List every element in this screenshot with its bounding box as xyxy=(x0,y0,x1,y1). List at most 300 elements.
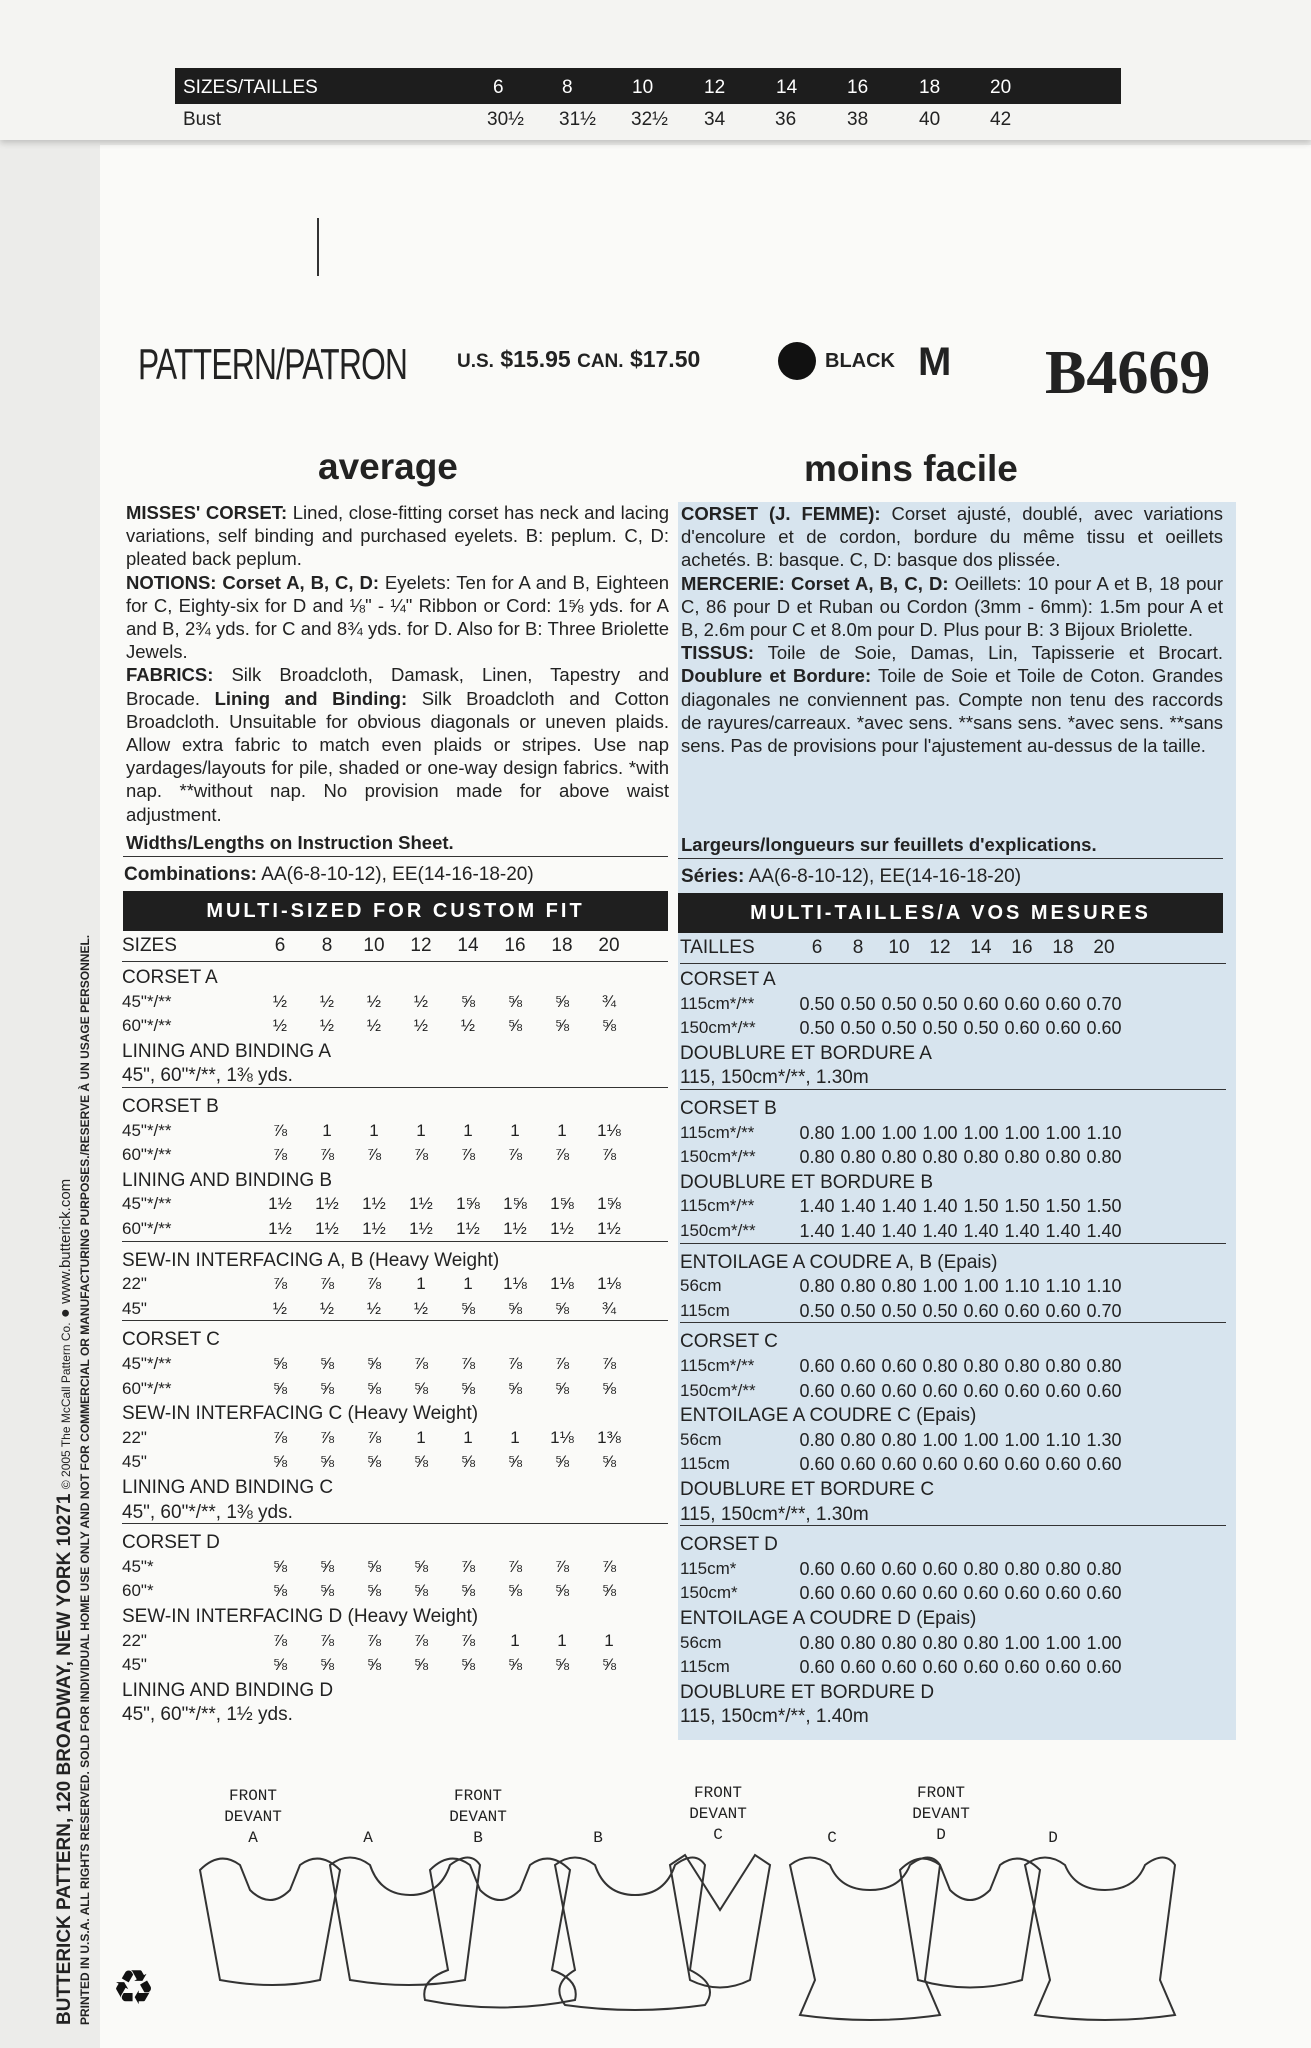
cell-value: 0.50 xyxy=(881,993,917,1014)
cell-value: 0.80 xyxy=(1086,1356,1122,1376)
text: Corset ajusté, doublé, avec variations d'encolure et de cordon, bordure du même tissu et oeillets achetés. B: basque. C, D: basque dos plissée. xyxy=(681,503,1223,571)
size-chart-header xyxy=(175,68,1121,104)
front: FRONT xyxy=(453,1787,502,1805)
cell-value: ½ xyxy=(413,1298,429,1318)
value: AA(6-8-10-12), EE(14-16-18-20) xyxy=(744,866,1022,887)
cell-value: ⅝ xyxy=(319,1452,335,1472)
cell-value: ⅝ xyxy=(272,1452,288,1472)
row-label: LINING AND BINDING C xyxy=(122,1477,334,1498)
row-label: CORSET C xyxy=(122,1329,220,1351)
cell-value: 0.50 xyxy=(799,993,835,1014)
cell-value: 0.60 xyxy=(1086,1583,1122,1604)
sizes-label: SIZES xyxy=(122,935,177,956)
website: www.butterick.com xyxy=(57,1178,74,1304)
cell-value: 1 xyxy=(463,1427,473,1447)
view-c-front-label xyxy=(663,1783,773,1846)
cell-value: 0.80 xyxy=(799,1429,835,1450)
cell-value: ⅝ xyxy=(460,1298,476,1318)
cell-value: ⅞ xyxy=(460,1145,476,1165)
cell-value: 0.60 xyxy=(840,1583,876,1604)
devant: DEVANT xyxy=(224,1808,282,1826)
cell-value: 0.50 xyxy=(881,1300,917,1321)
cell-value: 1½ xyxy=(503,1219,527,1238)
cell-value: 1.40 xyxy=(799,1196,835,1217)
heading: TISSUS: xyxy=(681,642,754,664)
cell-value: 0.80 xyxy=(963,1558,999,1579)
size-code: M xyxy=(918,340,952,384)
cell-value: ⅝ xyxy=(507,1655,523,1675)
front: FRONT xyxy=(228,1787,277,1805)
text: Toile de Soie et Toile de Coton. Grandes diagonales ne conviennent pas. Compte non tenu des raccords de rayures/carreaux. *avec sens. **sans sens. *avec sens. **sans sens. Pas de provisions pour l'ajustement au-dessus de la taille. xyxy=(681,665,1224,757)
cell-value: ½ xyxy=(272,1298,288,1318)
cell-value: 1.00 xyxy=(963,1429,999,1450)
cell-value: ½ xyxy=(366,991,382,1011)
cell-value: 0.80 xyxy=(840,1147,876,1168)
row-label: LINING AND BINDING B xyxy=(122,1169,333,1191)
cell-value: 0.60 xyxy=(799,1380,835,1401)
cell-value: 0.60 xyxy=(1004,1657,1040,1678)
cell-value: ⅝ xyxy=(366,1354,382,1373)
cell-value: 0.60 xyxy=(1045,1454,1081,1475)
cell-value: 1½ xyxy=(362,1194,386,1214)
cell-value: ⅞ xyxy=(460,1354,476,1373)
cell-value: ⅞ xyxy=(460,1556,476,1576)
cell-value: 0.50 xyxy=(840,1018,876,1039)
cell-value: 0.80 xyxy=(963,1147,999,1168)
heading: FABRICS: xyxy=(126,664,214,686)
cell-value: ⅝ xyxy=(460,991,476,1011)
label: Séries: xyxy=(681,866,745,887)
cell-value: ⅞ xyxy=(601,1145,617,1165)
cell-value: ⅝ xyxy=(413,1452,429,1472)
bust-value: 31½ xyxy=(559,109,596,130)
cell-value: 1.00 xyxy=(1045,1122,1081,1143)
address: BUTTERICK PATTERN, 120 BROADWAY, NEW YORK 10271 xyxy=(54,1493,75,2025)
cell-value: ⅝ xyxy=(413,1655,429,1675)
cell-value: 1.00 xyxy=(963,1276,999,1297)
divider xyxy=(680,963,1226,964)
size-col-18: 18 xyxy=(1052,937,1074,958)
cell-value: 0.60 xyxy=(963,1454,999,1475)
cell-value: 1.00 xyxy=(922,1276,958,1297)
row-label: 45" xyxy=(122,1655,147,1675)
cell-value: 1½ xyxy=(268,1194,292,1214)
cell-value: 1.40 xyxy=(881,1221,917,1241)
size-col-8: 8 xyxy=(321,935,333,956)
cell-value: 0.60 xyxy=(881,1356,917,1376)
size-10: 10 xyxy=(632,77,654,98)
view-d-front xyxy=(900,1859,1040,1988)
multi-tailles-bar: MULTI-TAILLES/A VOS MESURES xyxy=(678,893,1223,933)
cell-value: 0.70 xyxy=(1086,1300,1122,1321)
cell-value: 0.50 xyxy=(922,1300,958,1321)
cell-value: 1½ xyxy=(409,1219,433,1238)
row-label: 45" xyxy=(122,1298,147,1318)
cell-value: 1.40 xyxy=(840,1221,876,1241)
cell-value: 0.50 xyxy=(963,1018,999,1039)
cell-value: 0.60 xyxy=(1004,1583,1040,1604)
divider xyxy=(122,961,668,962)
cell-value: ⅞ xyxy=(507,1556,523,1576)
cell-value: ½ xyxy=(319,991,335,1011)
cell-value: 1.50 xyxy=(1086,1196,1122,1217)
multi-sized-bar: MULTI-SIZED FOR CUSTOM FIT xyxy=(123,891,668,931)
description-fr xyxy=(681,502,1223,757)
text: Silk Broadcloth and Cotton Broadcloth. Unsuitable for obvious diagonals or uneven plaids. Allow extra fabric to match even plaids or stripes. Use nap yardages/layouts for pile, shaded or one-way design fabrics. *with nap. **without nap. No provision made for above waist adjustment. xyxy=(126,687,670,825)
cell-value: 0.80 xyxy=(963,1356,999,1376)
row-label: DOUBLURE ET BORDURE B xyxy=(680,1171,934,1193)
cell-value: ⅝ xyxy=(272,1556,288,1576)
cell-value: ⅞ xyxy=(366,1274,382,1294)
cell-value: 1.40 xyxy=(1086,1221,1122,1241)
row-label: 115cm* xyxy=(680,1558,737,1578)
front: FRONT xyxy=(693,1784,742,1802)
cell-value: 1 xyxy=(416,1120,426,1140)
cell-value: 0.60 xyxy=(1086,1018,1122,1039)
cell-value: ¾ xyxy=(601,1298,617,1318)
cell-value: 0.60 xyxy=(840,1380,876,1401)
row-label: CORSET B xyxy=(122,1096,219,1117)
row-label: 45"*/** xyxy=(122,1354,172,1373)
cell-value: 0.80 xyxy=(881,1632,917,1653)
bust-value: 32½ xyxy=(631,109,668,130)
row-label: 56cm xyxy=(680,1276,722,1296)
row-label: 115cm*/** xyxy=(680,1122,755,1142)
row-label: 45", 60"*/**, 1⅜ yds. xyxy=(122,1065,293,1087)
size-col-18: 18 xyxy=(551,935,573,956)
text: Oeillets: 10 pour A et B, 18 pour C, 86 pour D et Ruban ou Cordon (3mm - 6mm): 1.5m pour A et B, 2.6m pour C et 8.0m pour D. Plus pour B: 3 Bijoux Briolette. xyxy=(681,572,1223,641)
cell-value: 1⅝ xyxy=(456,1194,480,1214)
cell-value: 1 xyxy=(510,1427,520,1447)
view-a-front xyxy=(200,1859,340,1985)
view-c-back-label: C xyxy=(827,1829,837,1847)
cell-value: 0.80 xyxy=(922,1356,958,1376)
cell-value: 1.00 xyxy=(1086,1632,1122,1653)
text: Eyelets: Ten for A and B, Eighteen for C, Eighty-six for D and ⅛" - ¼" Ribbon or Cord: 1⅝ yds. for A and B, 2¾ yds. for C and 8¾ yds. for D. Also for B: Three Briolette Jewels. xyxy=(126,571,669,663)
view-letter: A xyxy=(248,1829,258,1847)
divider xyxy=(123,856,668,857)
cell-value: 0.80 xyxy=(922,1632,958,1653)
cell-value: 1.00 xyxy=(881,1122,917,1143)
cell-value: 0.60 xyxy=(840,1454,876,1475)
cell-value: ⅞ xyxy=(272,1120,288,1140)
row-label: 115cm xyxy=(680,1454,730,1474)
pen-mark xyxy=(317,218,319,276)
cell-value: ⅝ xyxy=(554,1452,570,1472)
sizes-header-label: SIZES/TAILLES xyxy=(183,77,318,98)
cell-value: 0.80 xyxy=(1086,1558,1122,1579)
view-b-back-label: B xyxy=(593,1829,603,1847)
cell-value: ⅝ xyxy=(601,1655,617,1675)
row-label: 60"* xyxy=(122,1581,154,1601)
size-col-6: 6 xyxy=(274,935,286,956)
us-label: U.S. xyxy=(457,351,494,372)
cell-value: ½ xyxy=(272,1016,288,1036)
cell-value: 1⅛ xyxy=(503,1274,527,1294)
row-label: 45", 60"*/**, 1½ yds. xyxy=(122,1704,293,1726)
cell-value: 1 xyxy=(463,1120,473,1140)
cell-value: 1.40 xyxy=(1004,1221,1040,1241)
cell-value: 0.60 xyxy=(799,1657,835,1678)
cell-value: 1½ xyxy=(315,1219,339,1238)
size-col-16: 16 xyxy=(504,935,526,956)
cell-value: 1.40 xyxy=(922,1196,958,1217)
cell-value: ⅞ xyxy=(319,1274,335,1294)
row-label: 22" xyxy=(122,1427,147,1447)
can-price: $17.50 xyxy=(629,346,701,372)
cell-value: ½ xyxy=(460,1016,476,1036)
cell-value: 0.80 xyxy=(963,1632,999,1653)
cell-value: ⅞ xyxy=(272,1630,288,1650)
row-label: 45" xyxy=(122,1452,147,1472)
text: Lined, close-fitting corset has neck and lacing variations, self binding and purchased eyelets. B: peplum. C, D: pleated back peplum. xyxy=(126,502,669,570)
row-label: CORSET A xyxy=(680,969,776,990)
cell-value: ⅝ xyxy=(507,991,523,1011)
heading: CORSET (J. FEMME): xyxy=(681,503,881,524)
row-label: 45"* xyxy=(122,1556,154,1576)
row-label: 45"*/** xyxy=(122,1120,172,1140)
description-en xyxy=(126,501,669,826)
cell-value: ⅞ xyxy=(507,1354,523,1373)
cell-value: ⅝ xyxy=(319,1655,335,1675)
cell-value: 0.50 xyxy=(799,1300,835,1321)
cell-value: ⅞ xyxy=(554,1556,570,1576)
cell-value: ⅞ xyxy=(507,1145,523,1165)
cell-value: ⅝ xyxy=(554,991,570,1011)
size-col-8: 8 xyxy=(852,937,864,958)
view-d-back xyxy=(1025,1858,1175,2021)
cell-value: 0.50 xyxy=(840,993,876,1014)
row-label: 115cm xyxy=(680,1657,730,1677)
cell-value: 0.60 xyxy=(922,1558,958,1579)
label: Combinations: xyxy=(124,864,257,885)
row-label: CORSET C xyxy=(680,1331,778,1353)
cell-value: 1.00 xyxy=(1004,1632,1040,1653)
row-label: 115, 150cm*/**, 1.30m xyxy=(680,1067,869,1089)
cell-value: 0.60 xyxy=(799,1454,835,1475)
cell-value: 0.60 xyxy=(840,1558,876,1579)
cell-value: 1.40 xyxy=(881,1196,917,1217)
size-col-6: 6 xyxy=(811,937,823,958)
cell-value: ⅝ xyxy=(460,1581,476,1601)
cell-value: 0.80 xyxy=(1086,1147,1122,1168)
cell-value: ⅝ xyxy=(554,1378,570,1398)
cell-value: ⅝ xyxy=(601,1452,617,1472)
cell-value: 0.60 xyxy=(922,1380,958,1401)
cell-value: ⅝ xyxy=(272,1354,288,1373)
cell-value: 0.60 xyxy=(1004,1454,1040,1475)
cell-value: 1 xyxy=(557,1630,567,1650)
rights-notice: PRINTED IN U.S.A. ALL RIGHTS RESERVED. SOLD FOR INDIVIDUAL HOME USE ONLY AND NOT FOR COMMERCIAL OR MANUFACTURING PURPOSES./RESERVE À UN USAGE PERSONNEL. xyxy=(78,934,92,2025)
cell-value: ⅝ xyxy=(319,1581,335,1601)
cell-value: 0.60 xyxy=(840,1356,876,1376)
cell-value: 1.10 xyxy=(1086,1276,1122,1297)
cell-value: ⅝ xyxy=(366,1378,382,1398)
heading: Doublure et Bordure: xyxy=(681,665,872,687)
cell-value: 1.50 xyxy=(1045,1196,1081,1217)
row-label: 56cm xyxy=(680,1429,722,1449)
cell-value: 0.60 xyxy=(1045,1018,1081,1039)
cell-value: 0.80 xyxy=(799,1147,835,1168)
cell-value: ½ xyxy=(413,1016,429,1036)
cell-value: 1.50 xyxy=(963,1196,999,1217)
view-b-front xyxy=(424,1859,576,2008)
cell-value: 1 xyxy=(369,1120,379,1140)
cell-value: 1.00 xyxy=(922,1122,958,1143)
cell-value: 0.80 xyxy=(881,1276,917,1297)
cell-value: ⅝ xyxy=(507,1452,523,1472)
cell-value: ⅝ xyxy=(460,1655,476,1675)
cell-value: ½ xyxy=(366,1016,382,1036)
bust-value: 30½ xyxy=(487,109,524,130)
divider xyxy=(122,1523,668,1524)
size-18: 18 xyxy=(919,77,941,98)
cell-value: ½ xyxy=(413,991,429,1011)
cell-value: 0.80 xyxy=(840,1276,876,1297)
cell-value: ⅝ xyxy=(272,1655,288,1675)
cell-value: ⅝ xyxy=(507,1298,523,1318)
heading: MERCERIE: Corset A, B, C, D: xyxy=(681,572,949,594)
cell-value: 1.50 xyxy=(1004,1196,1040,1217)
size-14: 14 xyxy=(776,77,798,98)
view-d-front-label xyxy=(886,1783,996,1846)
cell-value: ⅝ xyxy=(554,1016,570,1036)
row-label: CORSET D xyxy=(122,1532,220,1554)
row-label: LINING AND BINDING D xyxy=(122,1679,334,1701)
cell-value: 0.60 xyxy=(1045,1380,1081,1401)
cell-value: 1⅛ xyxy=(550,1274,574,1294)
cell-value: 1.40 xyxy=(922,1221,958,1241)
cell-value: 0.60 xyxy=(963,1583,999,1604)
cell-value: ⅞ xyxy=(554,1354,570,1373)
size-col-10: 10 xyxy=(363,935,385,956)
cell-value: 0.60 xyxy=(799,1356,835,1376)
recycle-icon: ♻ xyxy=(112,1962,156,2015)
view-letter: B xyxy=(473,1829,483,1847)
divider xyxy=(680,1243,1226,1244)
cell-value: 0.80 xyxy=(1004,1356,1040,1376)
view-letter: C xyxy=(713,1826,723,1844)
divider xyxy=(680,1089,1226,1090)
size-col-20: 20 xyxy=(1093,937,1115,958)
size-col-12: 12 xyxy=(410,935,432,956)
row-label: 115, 150cm*/**, 1.30m xyxy=(680,1503,869,1525)
cell-value: 1⅛ xyxy=(597,1274,621,1294)
cell-value: 0.60 xyxy=(799,1583,835,1604)
cell-value: ⅞ xyxy=(366,1427,382,1447)
pattern-label: PATTERN/PATRON xyxy=(138,340,408,389)
cell-value: 0.80 xyxy=(840,1429,876,1450)
cell-value: 0.80 xyxy=(1004,1147,1040,1168)
cell-value: 0.50 xyxy=(881,1018,917,1039)
cell-value: 0.80 xyxy=(799,1632,835,1653)
row-label: 56cm xyxy=(680,1632,722,1652)
view-b-back xyxy=(555,1858,710,2011)
divider xyxy=(122,1241,668,1242)
row-label: CORSET D xyxy=(680,1534,778,1556)
cell-value: 1 xyxy=(604,1630,614,1650)
view-c-front xyxy=(670,1855,770,1988)
combinations-fr xyxy=(681,866,1021,888)
row-label: 60"*/** xyxy=(122,1219,172,1238)
row-label: 115, 150cm*/**, 1.40m xyxy=(680,1706,869,1728)
cell-value: ⅝ xyxy=(319,1378,335,1398)
size-col-10: 10 xyxy=(888,937,910,958)
cell-value: 0.60 xyxy=(1086,1657,1122,1678)
cell-value: 0.60 xyxy=(963,1380,999,1401)
size-col-20: 20 xyxy=(598,935,620,956)
cell-value: ¾ xyxy=(601,991,617,1011)
cell-value: 0.80 xyxy=(1004,1558,1040,1579)
yardage-table-fr xyxy=(680,937,1226,1747)
cell-value: 0.50 xyxy=(922,1018,958,1039)
cell-value: ⅝ xyxy=(554,1581,570,1601)
cell-value: 1½ xyxy=(597,1219,621,1238)
size-col-16: 16 xyxy=(1011,937,1033,958)
cell-value: ⅝ xyxy=(460,1452,476,1472)
bust-value: 42 xyxy=(990,109,1012,130)
publisher-address: BUTTERICK PATTERN, 120 BROADWAY, NEW YORK 10271 © 2005 The McCall Pattern Co. ● www.butterick.com xyxy=(54,1178,75,2025)
cell-value: 0.80 xyxy=(799,1276,835,1297)
cell-value: 1.00 xyxy=(922,1429,958,1450)
cell-value: 0.60 xyxy=(881,1583,917,1604)
copyright: © 2005 The McCall Pattern Co. xyxy=(59,1322,73,1490)
divider xyxy=(122,1087,668,1088)
cell-value: 1.10 xyxy=(1045,1276,1081,1297)
combinations-en xyxy=(124,864,534,886)
price xyxy=(457,346,700,373)
row-label: 22" xyxy=(122,1630,147,1650)
cell-value: 0.60 xyxy=(881,1380,917,1401)
cell-value: ⅝ xyxy=(554,1298,570,1318)
us-price: $15.95 xyxy=(500,346,571,372)
row-label: DOUBLURE ET BORDURE A xyxy=(680,1042,932,1064)
row-label: SEW-IN INTERFACING D (Heavy Weight) xyxy=(122,1606,479,1627)
cell-value: 1⅝ xyxy=(597,1194,621,1214)
cell-value: 1⅝ xyxy=(503,1194,527,1214)
view-a-back xyxy=(330,1858,480,1986)
cell-value: 0.50 xyxy=(840,1300,876,1321)
cell-value: 0.80 xyxy=(922,1147,958,1168)
cell-value: 1.10 xyxy=(1045,1429,1081,1450)
view-letter: D xyxy=(936,1826,946,1844)
cell-value: 0.60 xyxy=(1086,1454,1122,1475)
cell-value: 0.60 xyxy=(881,1657,917,1678)
cell-value: 0.60 xyxy=(799,1558,835,1579)
cell-value: ⅝ xyxy=(272,1378,288,1398)
widths-note-en: Widths/Lengths on Instruction Sheet. xyxy=(126,832,454,853)
cell-value: 1.40 xyxy=(799,1221,835,1241)
cell-value: 1.00 xyxy=(1004,1429,1040,1450)
cell-value: ⅝ xyxy=(507,1016,523,1036)
row-label: 45"*/** xyxy=(122,991,172,1011)
text: Toile de Soie, Damas, Lin, Tapisserie et Brocart. xyxy=(753,642,1223,664)
row-label: 45"*/** xyxy=(122,1194,172,1214)
row-label: ENTOILAGE A COUDRE C (Epais) xyxy=(680,1405,977,1427)
cell-value: ½ xyxy=(319,1016,335,1036)
value: AA(6-8-10-12), EE(14-16-18-20) xyxy=(257,864,534,885)
cell-value: 0.60 xyxy=(922,1583,958,1604)
cell-value: 0.60 xyxy=(1045,1657,1081,1678)
cell-value: ⅝ xyxy=(507,1378,523,1398)
cell-value: 1 xyxy=(463,1274,473,1294)
row-label: ENTOILAGE A COUDRE D (Epais) xyxy=(680,1608,977,1629)
cell-value: ⅝ xyxy=(319,1556,335,1576)
envelope-flap xyxy=(0,0,1311,140)
cell-value: 0.60 xyxy=(963,1657,999,1678)
cell-value: 1 xyxy=(416,1427,426,1447)
color-label: BLACK xyxy=(825,350,895,372)
